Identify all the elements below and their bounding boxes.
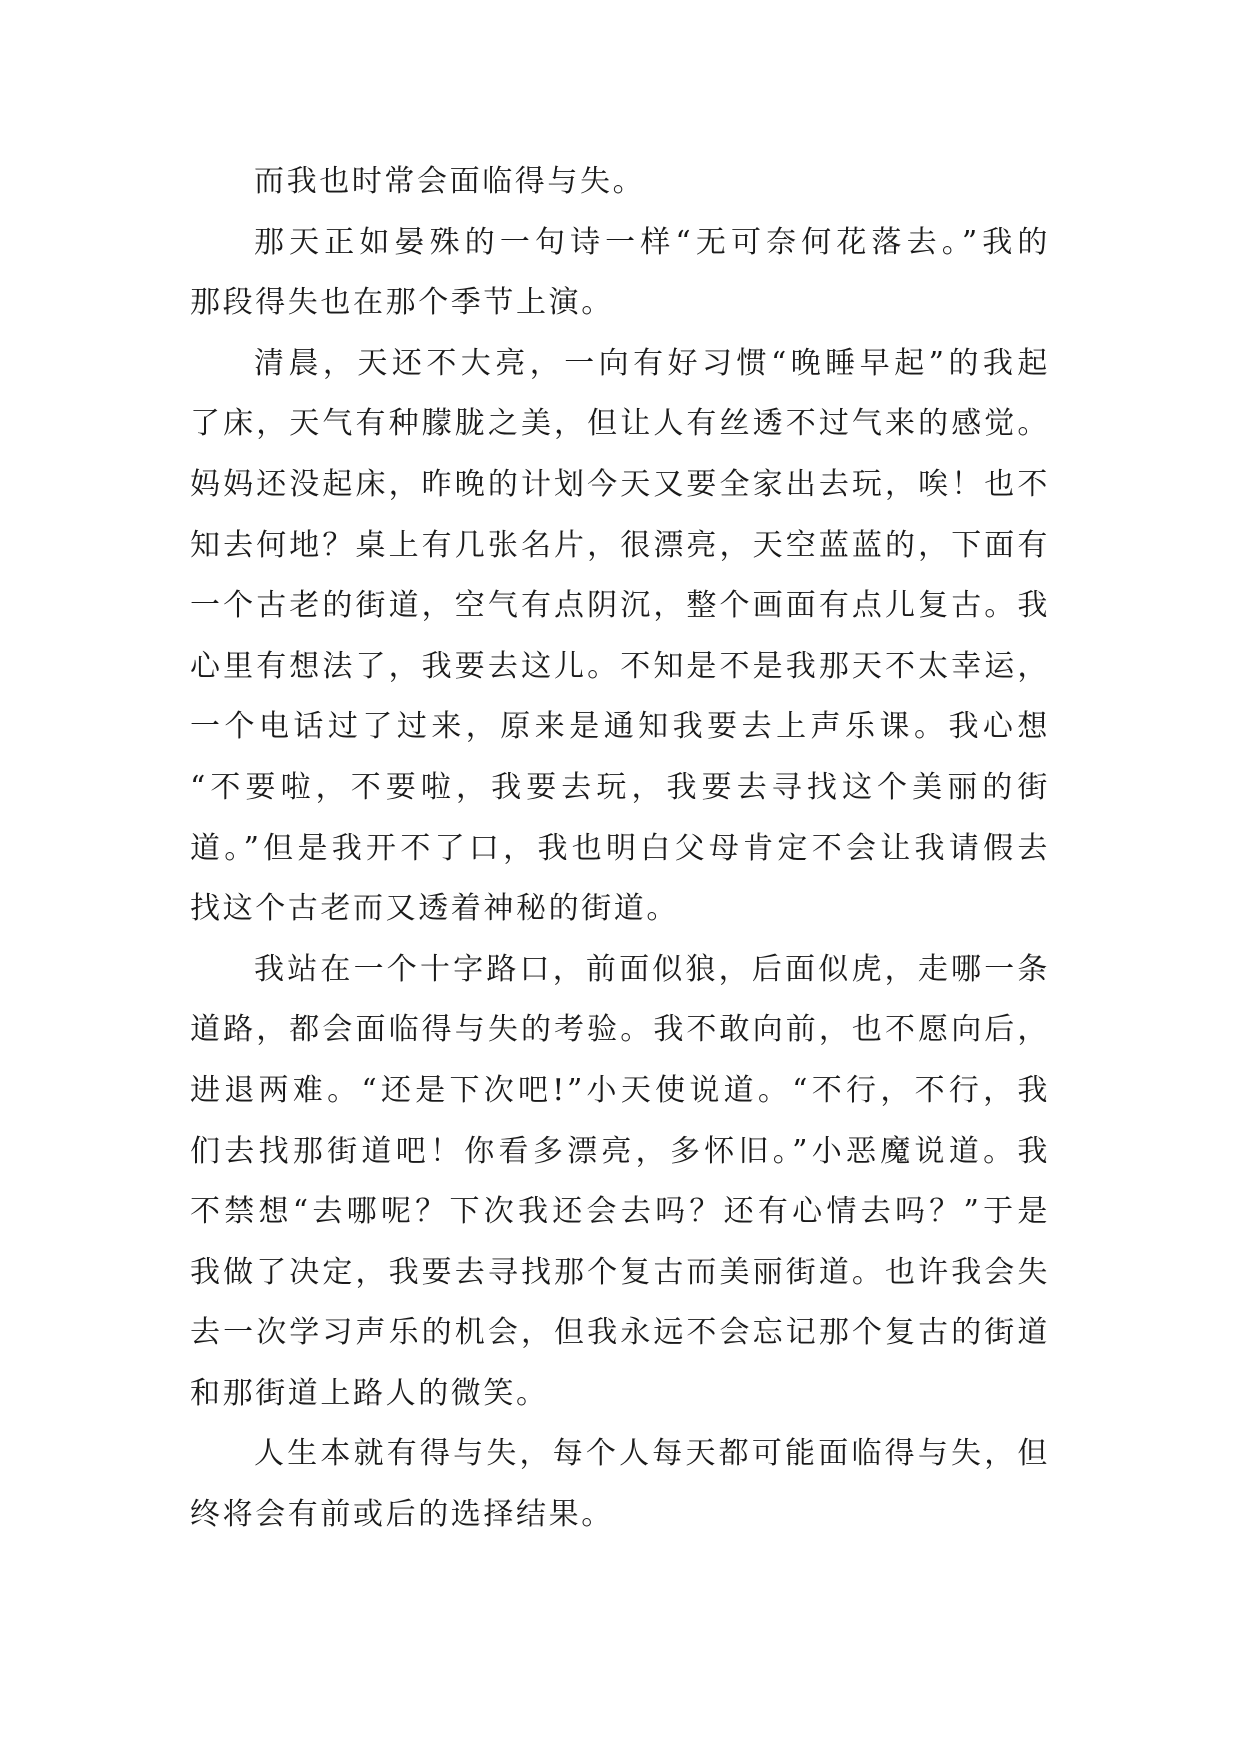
paragraph-first-line: 而我也时常会面临得与失。 (254, 164, 646, 199)
text-line: 妈妈还没起床，昨晚的计划今天又要全家出去玩，唉！也不 (190, 466, 1050, 502)
text-line: 终将会有前或后的选择结果。 (190, 1497, 614, 1533)
paragraph-first-line: 那天正如晏殊的一句诗一样“无可奈何花落去。”我的 (254, 224, 1050, 260)
text-line: 一个电话过了过来，原来是通知我要去上声乐课。我心想 (190, 709, 1050, 745)
text-line: 不禁想“去哪呢？下次我还会去吗？还有心情去吗？”于是 (190, 1194, 1050, 1230)
paragraph-first-line: 人生本就有得与失，每个人每天都可能面临得与失，但 (254, 1436, 1050, 1472)
text-line: 知去何地？桌上有几张名片，很漂亮，天空蓝蓝的，下面有 (190, 527, 1050, 563)
text-line: 们去找那街道吧！你看多漂亮，多怀旧。”小恶魔说道。我 (190, 1133, 1050, 1169)
text-line: 了床，天气有种朦胧之美，但让人有丝透不过气来的感觉。 (190, 406, 1050, 442)
text-line: 找这个古老而又透着神秘的街道。 (190, 891, 679, 927)
text-line: “不要啦，不要啦，我要去玩，我要去寻找这个美丽的街 (190, 769, 1050, 805)
text-line: 一个古老的街道，空气有点阴沉，整个画面有点儿复古。我 (190, 588, 1050, 624)
text-line: 道路，都会面临得与失的考验。我不敢向前，也不愿向后， (190, 1012, 1050, 1048)
text-line: 道。”但是我开不了口，我也明白父母肯定不会让我请假去 (190, 830, 1050, 866)
text-line: 我做了决定，我要去寻找那个复古而美丽街道。也许我会失 (190, 1254, 1050, 1290)
paragraph-first-line: 清晨，天还不大亮，一向有好习惯“晚睡早起”的我起 (254, 345, 1050, 381)
paragraph-first-line: 我站在一个十字路口，前面似狼，后面似虎，走哪一条 (254, 951, 1050, 987)
text-line: 那段得失也在那个季节上演。 (190, 285, 614, 321)
text-line: 和那街道上路人的微笑。 (190, 1375, 549, 1411)
text-line: 心里有想法了，我要去这儿。不知是不是我那天不太幸运， (190, 648, 1050, 684)
text-line: 去一次学习声乐的机会，但我永远不会忘记那个复古的街道 (190, 1315, 1050, 1351)
text-line: 进退两难。“还是下次吧!”小天使说道。“不行，不行，我 (190, 1072, 1050, 1108)
document-body (190, 152, 1050, 1546)
